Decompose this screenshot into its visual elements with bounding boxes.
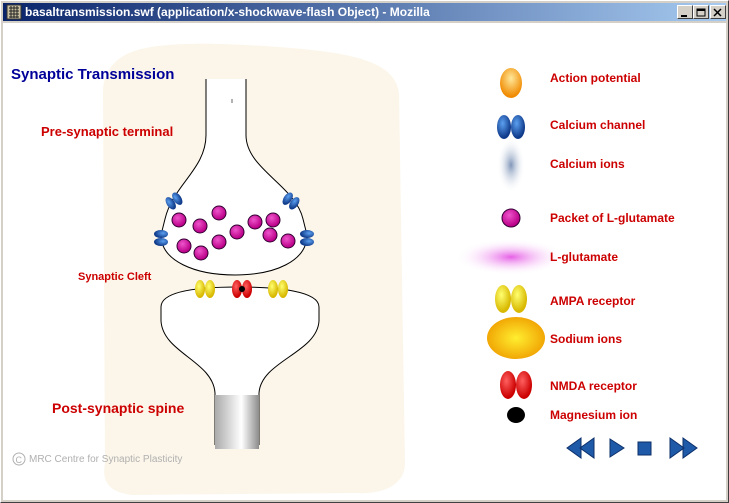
legend-label-calcium-channel: Calcium channel: [550, 118, 646, 132]
vesicle: [194, 246, 208, 260]
vesicle: [266, 213, 280, 227]
legend-label-glutamate-packet: Packet of L-glutamate: [550, 211, 675, 225]
diagram-title: Synaptic Transmission: [11, 66, 175, 83]
close-button[interactable]: [710, 5, 726, 19]
title-bar[interactable]: [3, 3, 726, 21]
stop-icon: [638, 442, 651, 455]
legend-label-ampa: AMPA receptor: [550, 294, 636, 308]
vesicle: [230, 225, 244, 239]
vesicle: [177, 239, 191, 253]
vesicle: [212, 206, 226, 220]
fast-forward-button[interactable]: [668, 436, 698, 460]
vesicle: [172, 213, 186, 227]
vesicle: [248, 215, 262, 229]
stop-button[interactable]: [637, 436, 653, 460]
minimize-button[interactable]: [677, 5, 693, 19]
vesicle: [193, 219, 207, 233]
vesicle: [281, 234, 295, 248]
fast-forward-icon: [670, 438, 697, 458]
play-icon: [610, 439, 624, 457]
ampa-receptor-icon: [495, 285, 527, 313]
postsynaptic-label: Post-synaptic spine: [52, 400, 185, 416]
vesicle: [263, 228, 277, 242]
calcium-ions-icon: [497, 137, 525, 193]
legend-label-calcium-ions: Calcium ions: [550, 157, 625, 171]
maximize-icon: [694, 7, 708, 19]
maximize-button[interactable]: [693, 5, 709, 19]
flash-content[interactable]: [3, 23, 726, 500]
sodium-ions-icon: [487, 317, 545, 359]
cleft-label: Synaptic Cleft: [78, 271, 152, 283]
svg-text:C: C: [15, 455, 22, 465]
vesicle: [212, 235, 226, 249]
legend-label-magnesium: Magnesium ion: [550, 408, 638, 422]
legend-label-action-potential: Action potential: [550, 71, 641, 85]
playback-controls: [566, 436, 701, 462]
calcium-channel-icon: [497, 115, 525, 139]
play-button[interactable]: [608, 436, 626, 460]
rewind-icon: [567, 438, 594, 458]
copyright-text: MRC Centre for Synaptic Plasticity: [29, 454, 183, 465]
close-icon: [711, 7, 725, 19]
legend-label-sodium: Sodium ions: [550, 332, 622, 346]
magnesium-ion-icon: [507, 407, 525, 423]
action-potential-icon: [500, 68, 522, 98]
presynaptic-label: Pre-synaptic terminal: [41, 124, 174, 139]
legend-label-glutamate: L-glutamate: [550, 250, 619, 264]
minimize-icon: [678, 7, 692, 19]
glutamate-packet-icon: [502, 209, 520, 227]
flash-app-icon: [6, 4, 22, 20]
rewind-button[interactable]: [566, 436, 596, 460]
postsynaptic-neck: [215, 395, 259, 449]
legend-label-nmda: NMDA receptor: [550, 379, 637, 393]
window-title: basaltransmission.swf (application/x-shockwave-flash Object) - Mozilla: [25, 5, 430, 19]
nmda-receptor-icon: [500, 371, 532, 399]
